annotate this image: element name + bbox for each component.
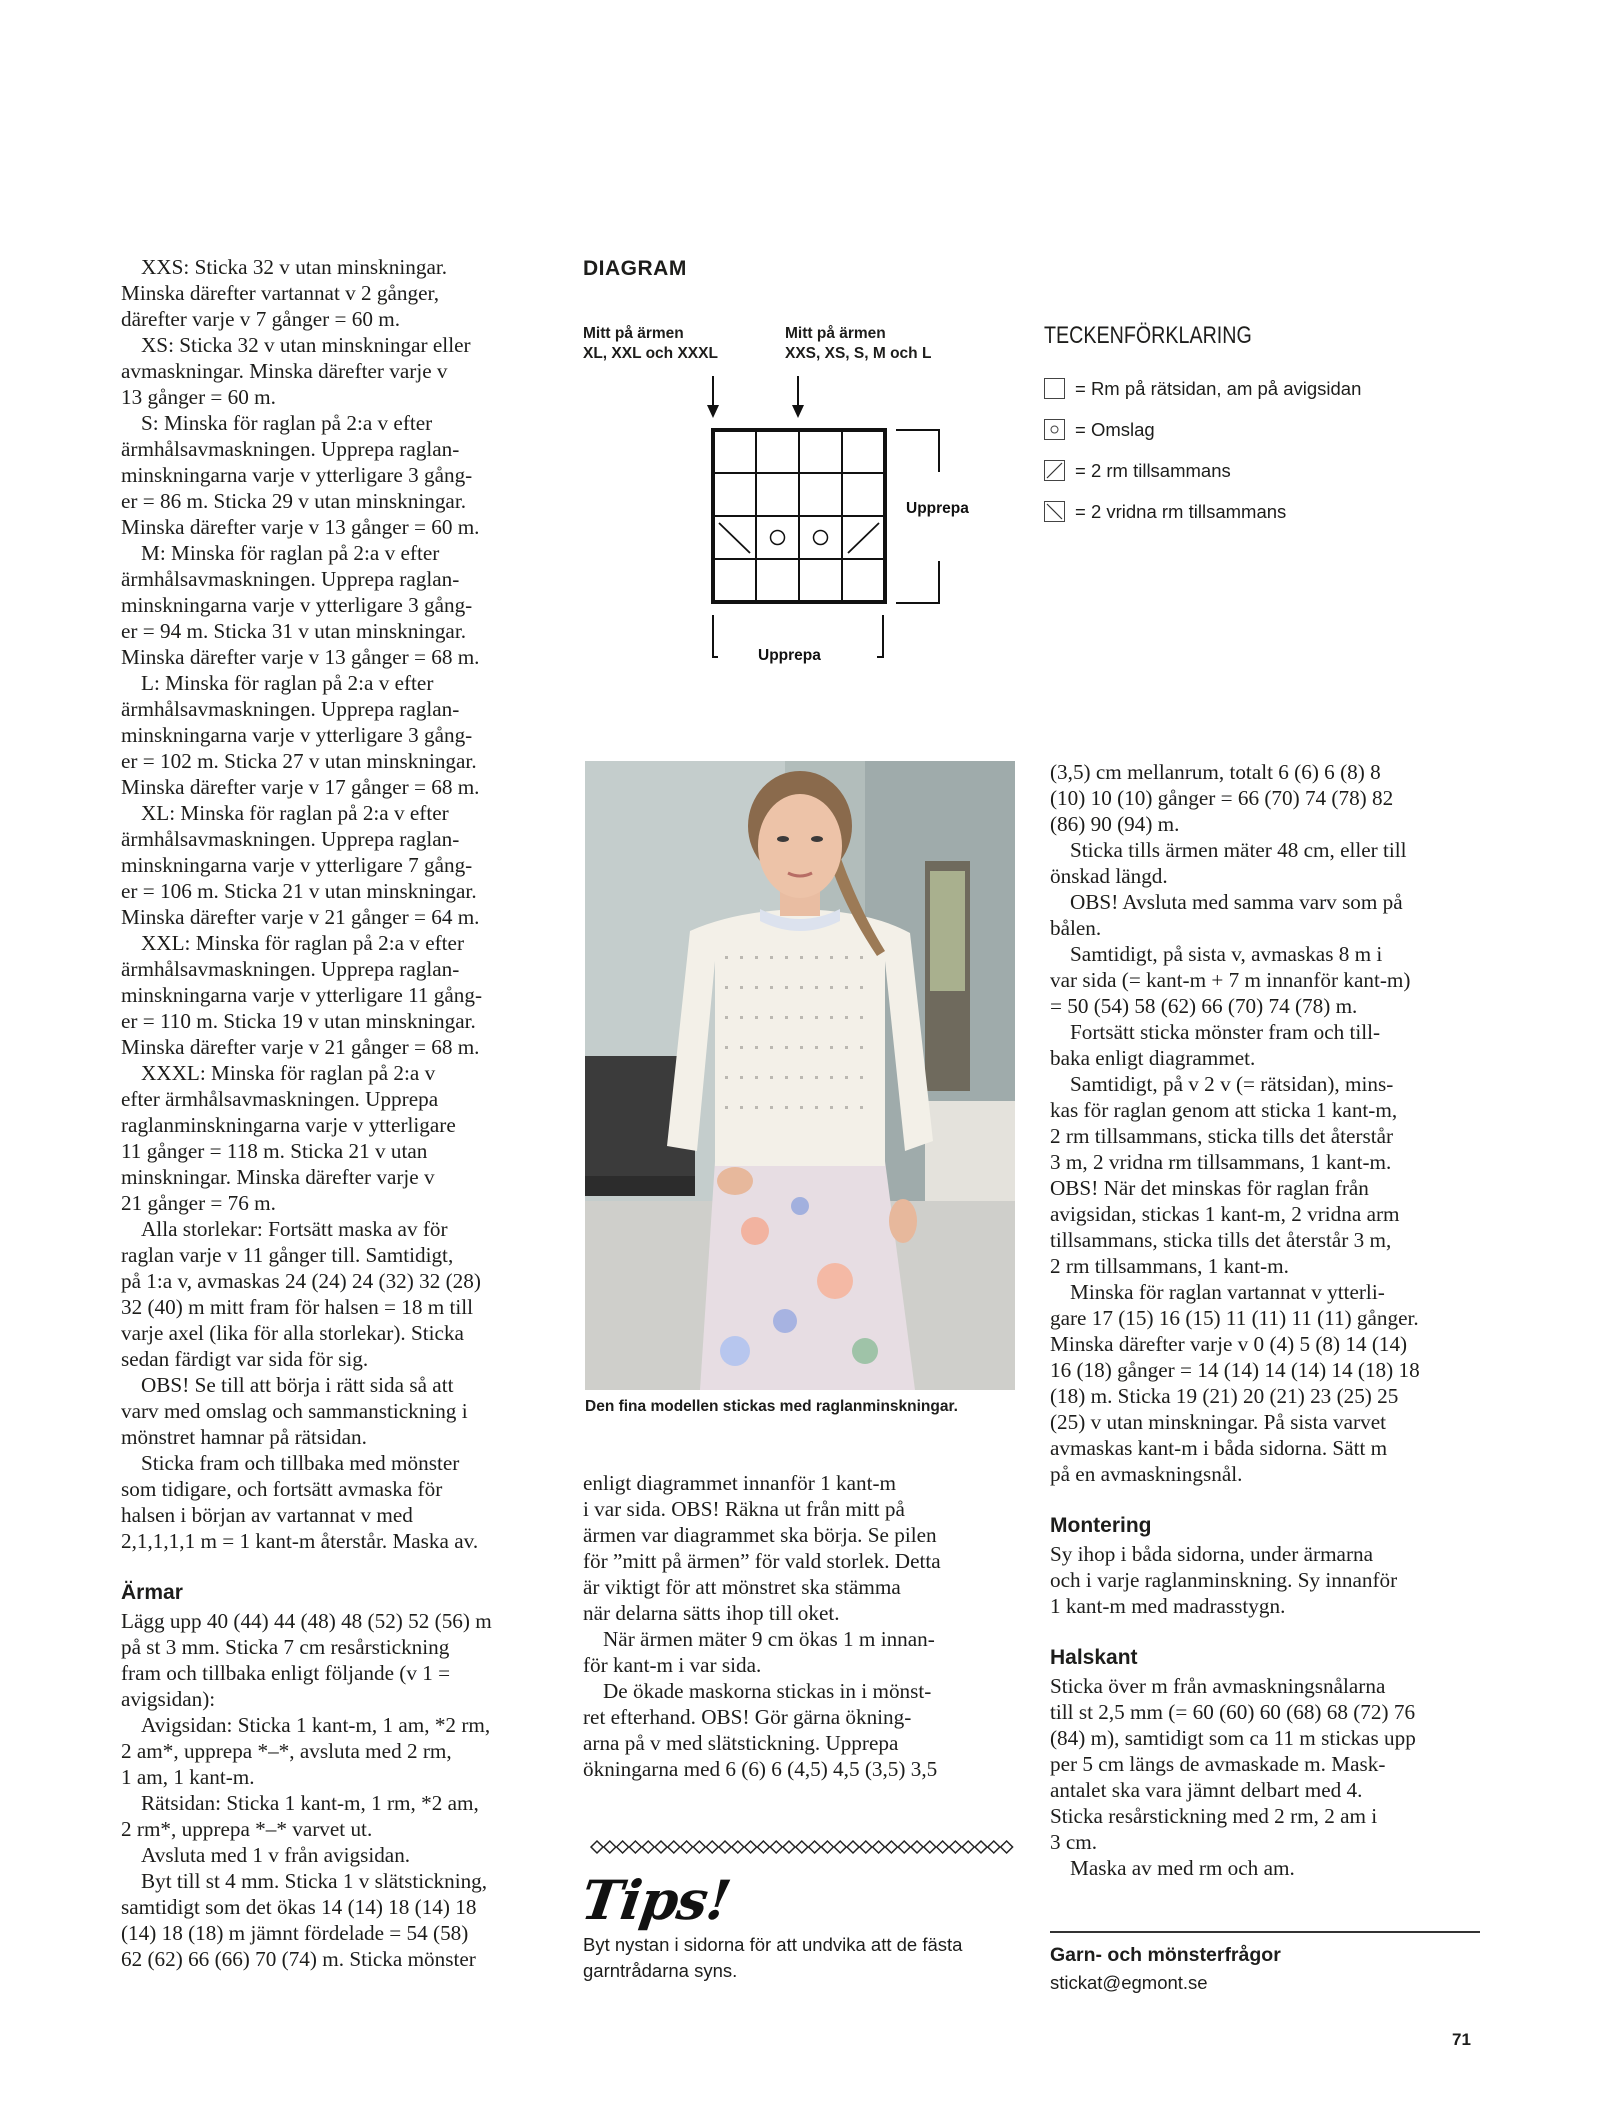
text-line: ärmhålsavmaskningen. Upprepa raglan- [121, 567, 460, 591]
paragraph [121, 332, 557, 410]
text-line: för kant-m i var sida. [583, 1653, 762, 1677]
text-line: OBS! Se till att börja i rätt sida så att [141, 1373, 454, 1397]
paragraph [121, 1712, 557, 1790]
paragraph [121, 1868, 557, 1972]
paragraph [1050, 1855, 1480, 1881]
text-line: och i varje raglanminskning. Sy innanför [1050, 1568, 1398, 1592]
text-line: Alla storlekar: Fortsätt maska av för [141, 1217, 448, 1241]
paragraph [121, 1842, 557, 1868]
text-line: ärmhålsavmaskningen. Upprepa raglan- [121, 957, 460, 981]
text-line: (3,5) cm mellanrum, totalt 6 (6) 6 (8) 8 [1050, 760, 1381, 784]
repeat-bracket-vertical [896, 430, 969, 603]
text-line: 2 rm tillsammans, 1 kant-m. [1050, 1254, 1289, 1278]
text-line: Minska därefter varje v 17 gånger = 68 m. [121, 775, 480, 799]
text-line: för ”mitt på ärmen” för vald storlek. Detta [583, 1549, 941, 1573]
arrow-down-icon [792, 376, 804, 418]
text-line: Minska därefter varje v 13 gånger = 68 m. [121, 645, 480, 669]
paragraph [121, 1060, 557, 1216]
text-line: 13 gånger = 60 m. [121, 385, 276, 409]
text-line: var sida (= kant-m + 7 m innanför kant-m) [1050, 968, 1411, 992]
paragraph [121, 1608, 557, 1712]
paragraph [1050, 759, 1480, 837]
text-line: på 1:a v, avmaskas 24 (24) 24 (32) 32 (28) [121, 1269, 481, 1293]
text-line: enligt diagrammet innanför 1 kant-m [583, 1471, 897, 1495]
paragraph [121, 800, 557, 930]
text-line: avmaskningar. Minska därefter varje v [121, 359, 448, 383]
text-line: tillsammans, sticka tills det återstår 3 m, [1050, 1228, 1392, 1252]
page-number: 71 [1452, 2030, 1471, 2049]
yarn-over-symbol-icon [814, 531, 828, 545]
contact-divider [1050, 1931, 1480, 1933]
text-line: XS: Sticka 32 v utan minskningar eller [141, 333, 471, 357]
text-line: 2,1,1,1,1 m = 1 kant-m återstår. Maska av. [121, 1529, 479, 1553]
paragraph [121, 930, 557, 1060]
text-line: raglan varje v 11 gånger till. Samtidigt, [121, 1243, 454, 1267]
text-line: varv med omslag och sammanstickning i [121, 1399, 468, 1423]
text-line: er = 102 m. Sticka 27 v utan minskningar. [121, 749, 477, 773]
text-line: minskningarna varje v ytterligare 3 gång- [121, 593, 473, 617]
text-line: Fortsätt sticka mönster fram och till- [1070, 1020, 1381, 1044]
text-line: per 5 cm längs de avmaskade m. Mask- [1050, 1752, 1386, 1776]
text-line: minskningarna varje v ytterligare 11 gång- [121, 983, 483, 1007]
text-line: 2 rm*, upprepa *–* varvet ut. [121, 1817, 373, 1841]
text-line: = 50 (54) 58 (62) 66 (70) 74 (78) m. [1050, 994, 1358, 1018]
legend-title: TECKENFÖRKLARING [1044, 322, 1252, 349]
text-line: raglanminskningarna varje v ytterligare [121, 1113, 456, 1137]
text-line: (14) 18 (18) m jämnt fördelade = 54 (58) [121, 1921, 469, 1945]
text-line: Sticka fram och tillbaka med mönster [141, 1451, 460, 1475]
text-line: avigsidan, stickas 1 kant-m, 2 vridna arm [1050, 1202, 1400, 1226]
text-line: Minska därefter varje v 21 gånger = 68 m. [121, 1035, 480, 1059]
text-line: ärmhålsavmaskningen. Upprepa raglan- [121, 437, 460, 461]
paragraph [121, 410, 557, 540]
text-line: avigsidan): [121, 1687, 216, 1711]
text-line: S: Minska för raglan på 2:a v efter [141, 411, 433, 435]
text-line: er = 106 m. Sticka 21 v utan minskningar. [121, 879, 477, 903]
backslash-symbol-icon [1044, 501, 1065, 522]
text-line: er = 94 m. Sticka 31 v utan minskningar. [121, 619, 467, 643]
k2tog-symbol-icon [848, 523, 879, 553]
text-line: Samtidigt, på v 2 v (= rätsidan), mins- [1070, 1072, 1394, 1096]
text-line: fram och tillbaka enligt följande (v 1 = [121, 1661, 451, 1685]
text-line: 21 gånger = 76 m. [121, 1191, 276, 1215]
text-line: ret efterhand. OBS! Gör gärna ökning- [583, 1705, 912, 1729]
text-line: Minska därefter varje v 21 gånger = 64 m. [121, 905, 480, 929]
paragraph [1050, 1673, 1480, 1855]
paragraph [121, 1216, 557, 1372]
ssk-symbol-icon [719, 523, 750, 553]
sleeve-continued-instructions [1050, 759, 1480, 1487]
paragraph [121, 540, 557, 670]
sleeves-instructions [121, 1608, 557, 1972]
neckband-instructions [1050, 1673, 1480, 1881]
knitting-chart [570, 370, 970, 670]
assembly-heading: Montering [1050, 1514, 1152, 1537]
text-line: ärmen var diagrammet ska börja. Se pilen [583, 1523, 937, 1547]
sleeves-heading: Ärmar [121, 1581, 183, 1604]
text-line: ärmhålsavmaskningen. Upprepa raglan- [121, 827, 460, 851]
text-line: önskad längd. [1050, 864, 1168, 888]
tips-text: Byt nystan i sidorna för att undvika att de fästa garntrådarna syns. [583, 1934, 963, 1981]
text-line: När ärmen mäter 9 cm ökas 1 m innan- [603, 1627, 935, 1651]
text-line: sedan färdigt var sida för sig. [121, 1347, 369, 1371]
text-line: 2 rm tillsammans, sticka tills det återstår [1050, 1124, 1394, 1148]
text-line: er = 110 m. Sticka 19 v utan minskningar. [121, 1009, 476, 1033]
circle-symbol-icon [1044, 419, 1065, 440]
text-line: Sy ihop i båda sidorna, under ärmarna [1050, 1542, 1374, 1566]
text-line: 16 (18) gånger = 14 (14) 14 (14) 14 (18) 18 [1050, 1358, 1420, 1382]
text-line: Sticka över m från avmaskningsnålarna [1050, 1674, 1386, 1698]
left-text-column [121, 254, 557, 1972]
paragraph [121, 1790, 557, 1842]
right-text-column [1050, 759, 1480, 1881]
paragraph [1050, 941, 1480, 1019]
paragraph [121, 254, 557, 332]
empty-square-icon [1044, 378, 1065, 399]
text-line: M: Minska för raglan på 2:a v efter [141, 541, 440, 565]
paragraph [1050, 1279, 1480, 1487]
text-line: 3 cm. [1050, 1830, 1098, 1854]
chart-grid [713, 430, 885, 602]
size-instructions [121, 254, 557, 1554]
text-line: efter ärmhålsavmaskningen. Upprepa [121, 1087, 439, 1111]
diagram-title: DIAGRAM [583, 257, 687, 280]
text-line: Lägg upp 40 (44) 44 (48) 48 (52) 52 (56) m [121, 1609, 492, 1633]
text-line: 62 (62) 66 (66) 70 (74) m. Sticka mönster [121, 1947, 476, 1971]
text-line: OBS! Avsluta med samma varv som på [1070, 890, 1403, 914]
text-line: XXXL: Minska för raglan på 2:a v [141, 1061, 436, 1085]
text-line: minskningarna varje v ytterligare 3 gång- [121, 723, 473, 747]
text-line: Minska därefter varje v 0 (4) 5 (8) 14 (14) [1050, 1332, 1408, 1356]
slash-symbol-icon [1044, 460, 1065, 481]
text-line: Avigsidan: Sticka 1 kant-m, 1 am, *2 rm, [141, 1713, 491, 1737]
text-line: (18) m. Sticka 19 (21) 20 (21) 23 (25) 25 [1050, 1384, 1399, 1408]
text-line: 2 am*, upprepa *–*, avsluta med 2 rm, [121, 1739, 452, 1763]
paragraph [1050, 1019, 1480, 1071]
text-line: er = 86 m. Sticka 29 v utan minskningar. [121, 489, 467, 513]
yarn-over-symbol-icon [771, 531, 785, 545]
text-line: (10) 10 (10) gånger = 66 (70) 74 (78) 82 [1050, 786, 1394, 810]
text-line: till st 2,5 mm (= 60 (60) 60 (68) 68 (72) 76 [1050, 1700, 1416, 1724]
tips-logo: Tips! [577, 1868, 735, 1932]
photo-caption: Den fina modellen stickas med raglanminskningar. [585, 1398, 958, 1415]
text-line: därefter varje v 7 gånger = 60 m. [121, 307, 401, 331]
text-line: ärmhålsavmaskningen. Upprepa raglan- [121, 697, 460, 721]
text-line: minskningarna varje v ytterligare 3 gång- [121, 463, 473, 487]
text-line: arna på v med slätstickning. Upprepa [583, 1731, 899, 1755]
text-line: i var sida. OBS! Räkna ut från mitt på [583, 1497, 905, 1521]
paragraph [1050, 837, 1480, 889]
repeat-label-vertical: Upprepa [906, 500, 969, 517]
text-line: 32 (40) m mitt fram för halsen = 18 m till [121, 1295, 474, 1319]
paragraph [1050, 1071, 1480, 1279]
text-line: Minska därefter vartannat v 2 gånger, [121, 281, 440, 305]
text-line: Byt till st 4 mm. Sticka 1 v slätstickning, [141, 1869, 488, 1893]
repeat-label-horizontal: Upprepa [758, 647, 821, 664]
text-line: kas för raglan genom att sticka 1 kant-m, [1050, 1098, 1398, 1122]
text-line: är viktigt för att mönstret ska stämma [583, 1575, 901, 1599]
text-line: XXL: Minska för raglan på 2:a v efter [141, 931, 464, 955]
legend-item-knit: = Rm på rätsidan, am på avigsidan [1044, 368, 1464, 409]
paragraph [583, 1678, 1013, 1782]
text-line: Rätsidan: Sticka 1 kant-m, 1 rm, *2 am, [141, 1791, 479, 1815]
text-line: halsen i början av vartannat v med [121, 1503, 413, 1527]
text-line: 11 gånger = 118 m. Sticka 21 v utan [121, 1139, 428, 1163]
text-line: Minska för raglan vartannat v ytterli- [1070, 1280, 1385, 1304]
text-line: XL: Minska för raglan på 2:a v efter [141, 801, 449, 825]
text-line: ökningarna med 6 (6) 6 (4,5) 4,5 (3,5) 3,5 [583, 1757, 938, 1781]
text-line: avmaskas kant-m i båda sidorna. Sätt m [1050, 1436, 1388, 1460]
model-photo [585, 761, 1015, 1390]
text-line: XXS: Sticka 32 v utan minskningar. [141, 255, 448, 279]
text-line: (86) 90 (94) m. [1050, 812, 1180, 836]
paragraph [583, 1470, 1013, 1626]
text-line: minskningarna varje v ytterligare 7 gång- [121, 853, 473, 877]
legend-item-ssk: = 2 vridna rm tillsammans [1044, 491, 1464, 532]
text-line: gare 17 (15) 16 (15) 11 (11) 11 (11) gånger. [1050, 1306, 1419, 1330]
chart-legend [1044, 322, 1464, 532]
text-line: bålen. [1050, 916, 1102, 940]
text-line: (25) v utan minskningar. På sista varvet [1050, 1410, 1386, 1434]
text-line: antalet ska vara jämnt delbart med 4. [1050, 1778, 1363, 1802]
paragraph [1050, 1541, 1480, 1619]
arrow-down-icon [707, 376, 719, 418]
text-line: Samtidigt, på sista v, avmaskas 8 m i [1070, 942, 1383, 966]
text-line: (84) m), samtidigt som ca 11 m stickas upp [1050, 1726, 1416, 1750]
legend-item-yarn-over: = Omslag [1044, 409, 1464, 450]
text-line: på en avmaskningsnål. [1050, 1462, 1243, 1486]
text-line: De ökade maskorna stickas in i mönst- [603, 1679, 932, 1703]
text-line: 3 m, 2 vridna rm tillsammans, 1 kant-m. [1050, 1150, 1392, 1174]
text-line: minskningar. Minska därefter varje v [121, 1165, 435, 1189]
paragraph [121, 1450, 557, 1554]
woman-in-white-sweater-image [585, 761, 1015, 1390]
text-line: 1 am, 1 kant-m. [121, 1765, 255, 1789]
diamond-divider [585, 1839, 1015, 1855]
text-line: baka enligt diagrammet. [1050, 1046, 1256, 1070]
text-line: 1 kant-m med madrasstygn. [1050, 1594, 1286, 1618]
text-line: Minska därefter varje v 13 gånger = 60 m. [121, 515, 480, 539]
text-line: Sticka tills ärmen mäter 48 cm, eller till [1070, 838, 1407, 862]
paragraph [121, 1372, 557, 1450]
text-line: Sticka resårstickning med 2 rm, 2 am i [1050, 1804, 1378, 1828]
text-line: samtidigt som det ökas 14 (14) 18 (14) 18 [121, 1895, 477, 1919]
neckband-heading: Halskant [1050, 1646, 1138, 1669]
text-line: mönstret hamnar på rätsidan. [121, 1425, 367, 1449]
assembly-instructions [1050, 1541, 1480, 1619]
text-line: OBS! När det minskas för raglan från [1050, 1176, 1369, 1200]
paragraph [1050, 889, 1480, 941]
text-line: L: Minska för raglan på 2:a v efter [141, 671, 434, 695]
text-line: Maska av med rm och am. [1070, 1856, 1295, 1880]
contact-heading: Garn- och mönsterfrågor [1050, 1944, 1281, 1966]
paragraph [583, 1626, 1013, 1678]
text-line: som tidigare, och fortsätt avmaska för [121, 1477, 443, 1501]
middle-text-column [583, 1470, 1013, 1782]
arrow-label-xxs-sizes: Mitt på ärmen XXS, XS, S, M och L [785, 325, 932, 362]
text-line: när delarna sätts ihop till oket. [583, 1601, 840, 1625]
paragraph [121, 670, 557, 800]
arrow-label-xl-sizes: Mitt på ärmen XL, XXL och XXXL [583, 325, 718, 362]
text-line: varje axel (lika för alla storlekar). Sticka [121, 1321, 464, 1345]
text-line: på st 3 mm. Sticka 7 cm resårstickning [121, 1635, 450, 1659]
text-line: Avsluta med 1 v från avigsidan. [141, 1843, 411, 1867]
contact-email-link[interactable]: stickat@egmont.se [1050, 1972, 1208, 1993]
repeat-bracket-horizontal [713, 615, 883, 664]
legend-item-k2tog: = 2 rm tillsammans [1044, 450, 1464, 491]
